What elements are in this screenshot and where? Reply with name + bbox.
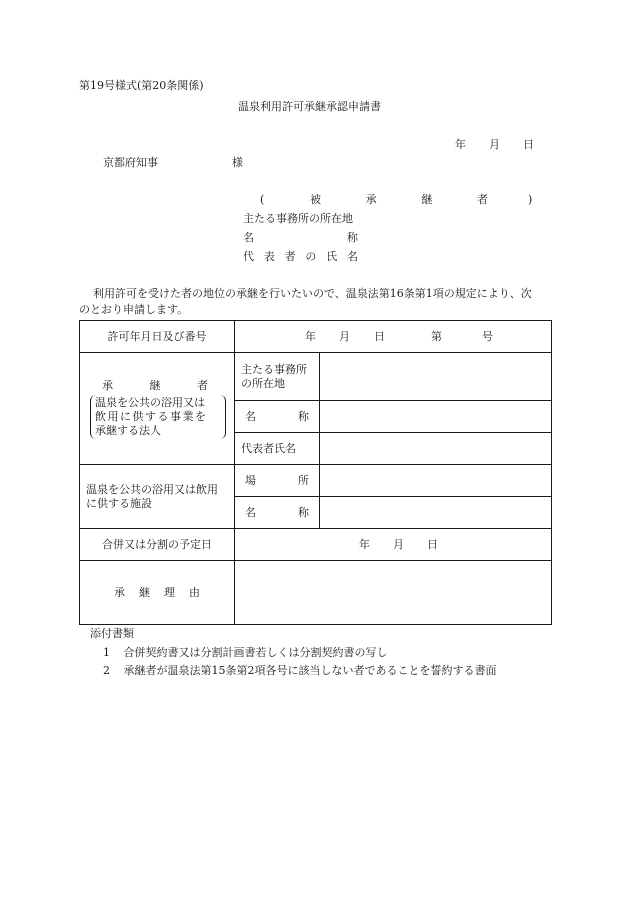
- facility-label-cell: [80, 465, 235, 529]
- facility-place-row: [80, 465, 552, 497]
- addressee: 京都府知事: [103, 156, 158, 169]
- facility-name-char: 名: [245, 505, 256, 519]
- successor-label: [90, 379, 226, 393]
- merger-month: 月: [393, 537, 404, 551]
- permit-day: 日: [374, 329, 385, 343]
- reason-label-cell: [80, 561, 235, 625]
- successor-label-char: 継: [149, 378, 161, 392]
- applicant-role: [310, 193, 488, 207]
- merger-label: 合併又は分割の予定日: [80, 529, 235, 561]
- successor-office-line-2: の所在地: [241, 376, 285, 390]
- reason-char: 承: [114, 585, 125, 599]
- reason-row: [80, 561, 552, 625]
- successor-note-bracket: [90, 395, 226, 439]
- attachment-item: [103, 646, 388, 660]
- merger-row: [80, 529, 552, 561]
- facility-label-line-2: に供する施設: [86, 496, 152, 510]
- applicant-role-char: 被: [310, 193, 321, 206]
- applicant-rep-char: 名: [346, 250, 358, 263]
- successor-office-value[interactable]: [320, 353, 552, 401]
- applicant-role-char: 者: [476, 193, 488, 206]
- applicant-rep-char: 者: [284, 250, 296, 263]
- permit-number-prefix: 第: [431, 329, 442, 343]
- successor-name-char: 称: [298, 409, 309, 423]
- successor-office-row: [80, 353, 552, 401]
- facility-label-line-1: 温泉を公共の浴用又は飲用: [86, 482, 218, 496]
- applicant-close-paren: ): [528, 193, 533, 206]
- permit-row: [80, 321, 552, 353]
- applicant-rep-label: [243, 250, 358, 264]
- successor-label-cell: [80, 353, 235, 465]
- date-year-label: 年: [455, 138, 466, 151]
- permit-month: 月: [339, 329, 350, 343]
- merger-date-cell[interactable]: [235, 529, 552, 561]
- facility-place-char: 所: [298, 473, 309, 487]
- successor-office-label-cell: [235, 353, 320, 401]
- successor-name-char: 名: [245, 409, 256, 423]
- facility-name-char: 称: [298, 505, 309, 519]
- permit-value-cell[interactable]: [235, 321, 552, 353]
- attachments-heading: 添付書類: [90, 627, 134, 640]
- successor-name-value[interactable]: [320, 401, 552, 433]
- facility-place-value[interactable]: [320, 465, 552, 497]
- applicant-rep-char: 代: [243, 250, 254, 263]
- applicant-rep-char: 氏: [326, 250, 338, 263]
- successor-rep-label: 代表者氏名: [235, 433, 320, 465]
- successor-label-char: 者: [197, 378, 208, 392]
- reason-char: 継: [139, 585, 150, 599]
- reason-char: 由: [189, 585, 200, 599]
- successor-office-line-1: 主たる事務所: [241, 362, 307, 376]
- merger-day: 日: [427, 537, 438, 551]
- form-number: 第19号様式(第20条関係): [79, 79, 204, 92]
- applicant-name-char: 称: [347, 231, 358, 244]
- attachment-item: [103, 664, 497, 678]
- applicant-rep-char: の: [305, 250, 317, 263]
- statement-line-2: のとおり申請します。: [79, 303, 189, 316]
- honorific: 様: [232, 156, 243, 169]
- attachment-text: 合併契約書又は分割計画書若しくは分割契約書の写し: [123, 646, 388, 659]
- permit-number-suffix: 号: [482, 329, 493, 343]
- applicant-name-char: 名: [243, 231, 254, 244]
- successor-note-line-1: 温泉を公共の浴用又は: [95, 395, 205, 409]
- permit-year: 年: [305, 329, 316, 343]
- date-day-label: 日: [523, 138, 534, 151]
- reason-value[interactable]: [235, 561, 552, 625]
- merger-year: 年: [359, 537, 370, 551]
- applicant-open-paren: (: [260, 193, 265, 206]
- applicant-role-char: 承: [365, 193, 377, 206]
- applicant-office-label: 主たる事務所の所在地: [243, 212, 353, 225]
- successor-name-label-cell: [235, 401, 320, 433]
- reason-char: 理: [164, 585, 175, 599]
- permit-label: 許可年月日及び番号: [80, 321, 235, 353]
- applicant-role-char: 継: [421, 193, 433, 206]
- document-title: 温泉利用許可承継承認申請書: [238, 100, 381, 113]
- attachment-number: 2: [103, 664, 110, 677]
- facility-place-label-cell: [235, 465, 320, 497]
- successor-rep-value[interactable]: [320, 433, 552, 465]
- applicant-rep-char: 表: [263, 250, 275, 263]
- attachment-number: 1: [103, 646, 110, 659]
- date-month-label: 月: [489, 138, 500, 151]
- facility-place-char: 場: [245, 473, 256, 487]
- successor-note-line-2: 飲用に供する事業を: [95, 409, 208, 423]
- facility-name-label-cell: [235, 497, 320, 529]
- successor-note-line-3: 承継する法人: [95, 423, 161, 437]
- successor-label-char: 承: [102, 378, 113, 392]
- applicant-name-label: [243, 231, 358, 245]
- attachment-text: 承継者が温泉法第15条第2項各号に該当しない者であることを誓約する書面: [123, 664, 497, 677]
- facility-name-value[interactable]: [320, 497, 552, 529]
- application-form-table: [79, 320, 552, 625]
- statement-line-1: 利用許可を受けた者の地位の承継を行いたいので、温泉法第16条第1項の規定により、次: [93, 287, 532, 300]
